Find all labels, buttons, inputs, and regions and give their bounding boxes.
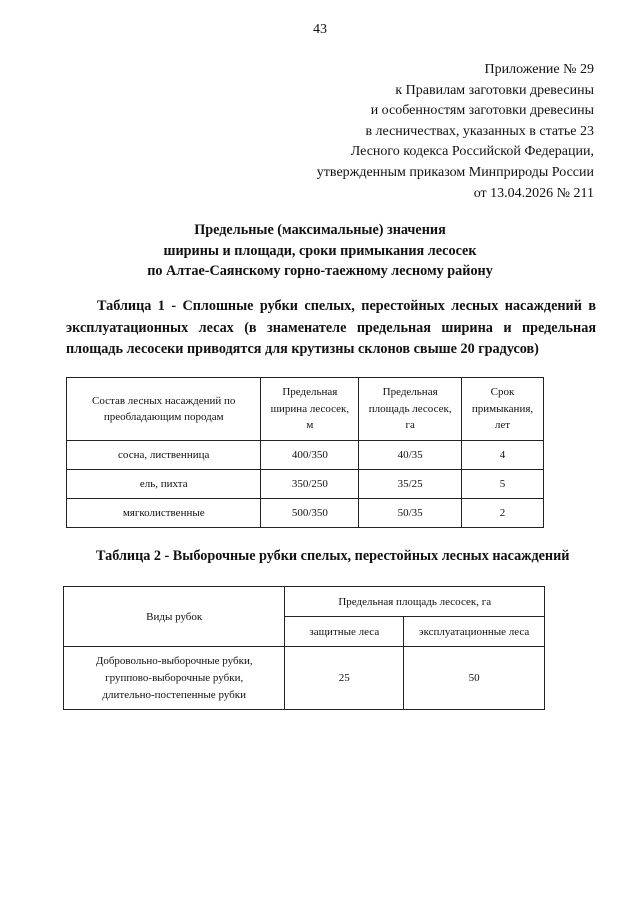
page-number: 43 (313, 22, 327, 37)
table-cell: 50/35 (359, 499, 462, 528)
table-row (67, 470, 544, 499)
appendix-line: в лесничествах, указанных в статье 23 (365, 123, 594, 139)
table-row (67, 441, 544, 470)
header-composition (67, 378, 261, 441)
cell-line: длительно-постепенные рубки (102, 688, 246, 701)
table2 (63, 586, 545, 710)
table1-header-row (67, 378, 544, 441)
appendix-line: к Правилам заготовки древесины (395, 82, 594, 98)
header-line: Предельная (282, 386, 338, 399)
header-adjacency (462, 378, 544, 441)
header-line: преобладающим породам (103, 411, 224, 423)
header-max-area: Предельная площадь лесосек, га (285, 587, 545, 617)
header-line: Состав лесных насаждений по (92, 394, 236, 407)
header-width (261, 378, 359, 441)
appendix-line: утвержденным приказом Минприроды России (316, 164, 594, 180)
table-row (64, 647, 545, 710)
title-line: по Алтае-Саянскому горно-таежному лесному району (147, 263, 493, 279)
table-cell: 5 (462, 470, 544, 499)
table-cell: 4 (462, 441, 544, 470)
header-line: Предельная (382, 386, 438, 399)
appendix-line: и особенностям заготовки древесины (370, 103, 594, 119)
caption-line: площадь лесосеки приводятся для крутизны склонов свыше 20 градусов) (66, 341, 539, 357)
appendix-line: Приложение № 29 (484, 62, 594, 77)
header-line: м (306, 419, 314, 432)
table2-header-row (64, 587, 545, 617)
table-cell: 40/35 (359, 441, 462, 470)
caption-line: эксплуатационных лесах (в знаменателе предельная ширина и предельная (66, 319, 596, 336)
table2-caption: Таблица 2 - Выборочные рубки спелых, перестойных лесных насаждений (96, 548, 570, 564)
table-cell (64, 647, 285, 710)
table-cell: 50 (404, 647, 545, 710)
table-cell: 25 (285, 647, 404, 710)
table-cell: мягколиственные (67, 499, 261, 528)
title-line: Предельные (максимальные) значения (194, 222, 446, 238)
table-cell: 500/350 (261, 499, 359, 528)
header-line: примыкания, (471, 402, 534, 415)
header-line: площадь лесосек, (368, 402, 452, 415)
header-line: га (405, 419, 415, 432)
table-cell: 350/250 (261, 470, 359, 499)
header-line: лет (494, 419, 511, 432)
table-cell: сосна, лиственница (67, 441, 261, 470)
table-cell: 400/350 (261, 441, 359, 470)
caption-line: Таблица 1 - Сплошные рубки спелых, перестойных лесных насаждений в (97, 298, 596, 314)
title-line: ширины и площади, сроки примыкания лесосек (163, 242, 477, 259)
subheader-protective-forests: защитные леса (285, 617, 404, 647)
header-line: Срок (490, 386, 515, 399)
header-cut-type: Виды рубок (64, 587, 285, 647)
document-title (0, 220, 640, 282)
cell-line: группово-выборочные рубки, (105, 671, 244, 684)
table-cell: 35/25 (359, 470, 462, 499)
header-area (359, 378, 462, 441)
table1 (66, 377, 544, 528)
subheader-production-forests: эксплуатационные леса (404, 617, 545, 647)
table-row (67, 499, 544, 528)
table-cell: 2 (462, 499, 544, 528)
header-line: ширина лесосек, (270, 402, 350, 415)
appendix-line: Лесного кодекса Российской Федерации, (350, 144, 594, 160)
table1-caption (66, 296, 596, 361)
appendix-note (317, 60, 594, 204)
table-cell: ель, пихта (67, 470, 261, 499)
cell-line: Добровольно-выборочные рубки, (95, 654, 253, 667)
appendix-line: от 13.04.2026 № 211 (473, 185, 594, 201)
